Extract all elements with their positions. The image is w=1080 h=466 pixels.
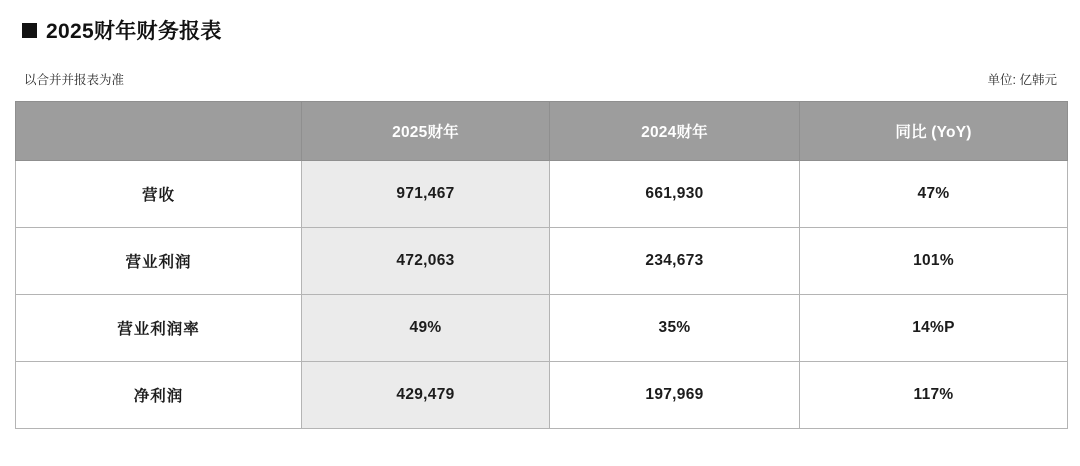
cell-net-profit-fy2024: 197,969 — [550, 362, 800, 429]
page-title: 2025财年财务报表 — [46, 20, 222, 43]
cell-operating-margin-fy2024: 35% — [550, 295, 800, 362]
cell-net-profit-fy2025: 429,479 — [302, 362, 550, 429]
row-label-operating-margin: 营业利润率 — [16, 295, 302, 362]
cell-operating-margin-yoy: 14%P — [800, 295, 1068, 362]
table-meta-row — [14, 70, 1066, 88]
cell-operating-profit-fy2024: 234,673 — [550, 228, 800, 295]
table-header-fy2024: 2024财年 — [550, 102, 800, 161]
cell-net-profit-yoy: 117% — [800, 362, 1068, 429]
cell-operating-profit-yoy: 101% — [800, 228, 1068, 295]
cell-revenue-fy2024: 661,930 — [550, 161, 800, 228]
table-row — [16, 295, 1068, 362]
row-label-net-profit: 净利润 — [16, 362, 302, 429]
cell-operating-profit-fy2025: 472,063 — [302, 228, 550, 295]
table-header-fy2025: 2025财年 — [302, 102, 550, 161]
unit-note: 单位: 亿韩元 — [987, 73, 1057, 87]
cell-operating-margin-fy2025: 49% — [302, 295, 550, 362]
table-header-row — [16, 102, 1068, 161]
row-label-operating-profit: 营业利润 — [16, 228, 302, 295]
row-label-revenue: 营收 — [16, 161, 302, 228]
table-header-corner — [16, 102, 302, 161]
consolidated-note: 以合并并报表为准 — [24, 73, 125, 87]
cell-revenue-yoy: 47% — [800, 161, 1068, 228]
table-row — [16, 161, 1068, 228]
table-header-yoy: 同比 (YoY) — [800, 102, 1068, 161]
cell-revenue-fy2025: 971,467 — [302, 161, 550, 228]
table-row — [16, 228, 1068, 295]
page-title-row — [14, 0, 1066, 45]
square-bullet-icon — [22, 23, 37, 38]
financial-table — [15, 101, 1068, 429]
table-row — [16, 362, 1068, 429]
